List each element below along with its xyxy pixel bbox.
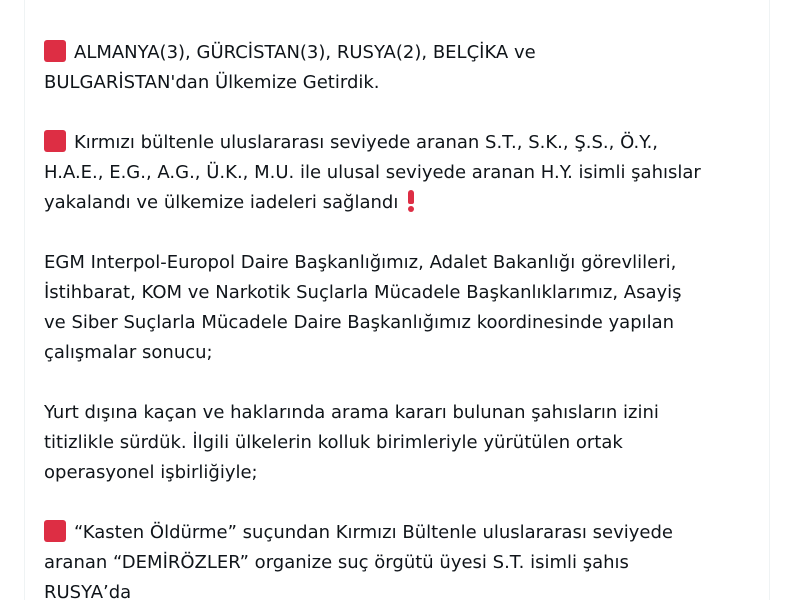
p1-line2: BULGARİSTAN'dan Ülkemize Getirdik.	[44, 72, 380, 93]
p3-line1: EGM Interpol-Europol Daire Başkanlığımız, Adalet Bakanlığı görevlileri,	[44, 252, 677, 273]
tweet-paragraph-5	[44, 518, 756, 600]
tweet-paragraph-1	[44, 38, 756, 98]
p1-line1: ALMANYA(3), GÜRCİSTAN(3), RUSYA(2), BELÇİKA ve	[74, 42, 536, 63]
paragraph-gap	[44, 98, 756, 128]
p3-line2: İstihbarat, KOM ve Narkotik Suçlarla Mücadele Başkanlıklarımız, Asayiş	[44, 282, 682, 303]
p4-line1: Yurt dışına kaçan ve haklarında arama kararı bulunan şahısların izini	[44, 402, 659, 423]
p2-line1: Kırmızı bültenle uluslararası seviyede aranan S.T., S.K., Ş.S., Ö.Y.,	[74, 132, 659, 153]
top-spacer	[44, 0, 756, 38]
tweet-paragraph-2	[44, 128, 756, 218]
p3-line4: çalışmalar sonucu;	[44, 342, 213, 363]
p3-line3: ve Siber Suçlarla Mücadele Daire Başkanlığımız koordinesinde yapılan	[44, 312, 675, 333]
red-square-icon	[44, 130, 66, 152]
paragraph-gap	[44, 488, 756, 518]
p4-line3: operasyonel işbirliğiyle;	[44, 462, 258, 483]
tweet-paragraph-4	[44, 398, 756, 488]
p2-line3: yakalandı ve ülkemize iadeleri sağlandı	[44, 192, 399, 213]
red-exclamation-icon	[404, 190, 418, 212]
p5-line2: aranan “DEMİRÖZLER” organize suç örgütü üyesi S.T. isimli şahıs	[44, 552, 629, 573]
p2-line2: H.A.E., E.G., A.G., Ü.K., M.U. ile ulusal seviyede aranan H.Y. isimli şahıslar	[44, 162, 701, 183]
paragraph-gap	[44, 368, 756, 398]
tweet-paragraph-3	[44, 248, 756, 368]
paragraph-gap	[44, 218, 756, 248]
red-square-icon	[44, 520, 66, 542]
p4-line2: titizlikle sürdük. İlgili ülkelerin kolluk birimleriyle yürütülen ortak	[44, 432, 623, 453]
tweet-text	[44, 0, 756, 600]
red-square-icon	[44, 40, 66, 62]
p5-line1: “Kasten Öldürme” suçundan Kırmızı Bültenle uluslararası seviyede	[74, 522, 673, 543]
p5-line3: RUSYA’da	[44, 582, 132, 600]
